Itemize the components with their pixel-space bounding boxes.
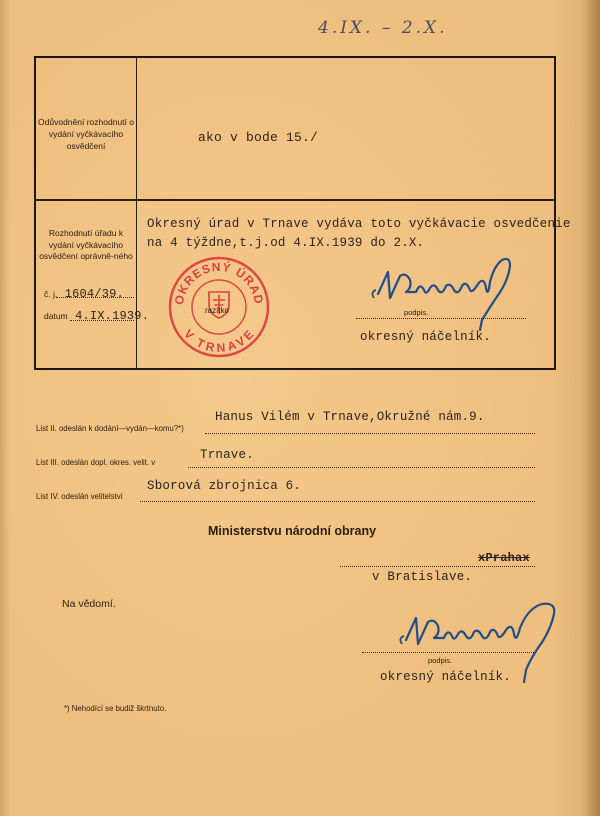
list-2-dotline xyxy=(205,433,535,434)
signature-1-dotline xyxy=(356,318,526,319)
form-box-row-separator xyxy=(35,199,555,201)
justification-text: ako v bode 15./ xyxy=(198,130,319,145)
reference-dotline xyxy=(56,297,134,298)
list-4-label: List IV. odeslán velitelství xyxy=(36,492,123,501)
list-4-value: Sborová zbrojnica 6. xyxy=(147,479,302,493)
noted-label: Na vědomí. xyxy=(62,598,116,610)
decision-line-1: Okresný úrad v Trnave vydáva toto vyčkávacie osvedčenie xyxy=(147,217,571,231)
struck-city: xPrahax xyxy=(478,551,530,565)
list-3-value: Trnave. xyxy=(200,448,254,462)
pencil-date-note: 4.IX. – 2.X. xyxy=(318,18,448,38)
stamp-center-label: razítko xyxy=(205,306,230,315)
svg-text:V TRNAVE xyxy=(181,327,257,355)
list-2-value: Hanus Vilém v Trnave,Okružné nám.9. xyxy=(215,410,485,424)
reference-prefix: č. j. xyxy=(44,289,58,299)
reference-number: 1604/39. xyxy=(64,287,124,301)
list-3-dotline xyxy=(188,467,535,468)
ministry-heading: Ministerstvu národní obrany xyxy=(208,524,377,538)
justification-label: Odůvodnění rozhodnutí o vydání vyčkávacího osvědčení xyxy=(38,117,134,151)
list-2-label: List II. odeslán k dodání—vydán—komu?*) xyxy=(36,424,184,433)
stamp-bottom-text: V TRNAVE xyxy=(181,326,257,356)
signature-2-label: podpis. xyxy=(428,656,453,665)
signature-2-dotline xyxy=(362,652,534,653)
footnote: *) Nehodící se budiž škrtnuto. xyxy=(64,704,167,713)
stamp-top-text: OKRESNÝ ÚRAD xyxy=(171,259,267,306)
list-3-label: List III. odeslán dopl. okres. velit. v xyxy=(36,458,156,467)
date-dotline xyxy=(70,320,134,321)
date-value: 4.IX.1939. xyxy=(75,309,150,323)
decision-label: Rozhodnutí úřadu k vydání vyčkávacího osvědčení oprávně-ného xyxy=(39,228,133,261)
city: v Bratislave. xyxy=(372,570,473,584)
date-row xyxy=(44,306,154,324)
official-title-1: okresný náčelník. xyxy=(360,330,491,344)
signature-1-label: podpis. xyxy=(404,308,429,317)
paper-shadow-left xyxy=(0,0,10,816)
list-4-dotline xyxy=(140,501,535,502)
paper-shadow-right xyxy=(582,0,600,816)
signature-1 xyxy=(360,252,530,332)
official-title-2: okresný náčelník. xyxy=(380,670,511,684)
decision-line-2: na 4 týždne,t.j.od 4.IX.1939 do 2.X. xyxy=(147,236,425,250)
date-prefix: datum xyxy=(44,311,68,321)
reference-number-row xyxy=(44,284,134,302)
city-dotline xyxy=(340,566,535,567)
